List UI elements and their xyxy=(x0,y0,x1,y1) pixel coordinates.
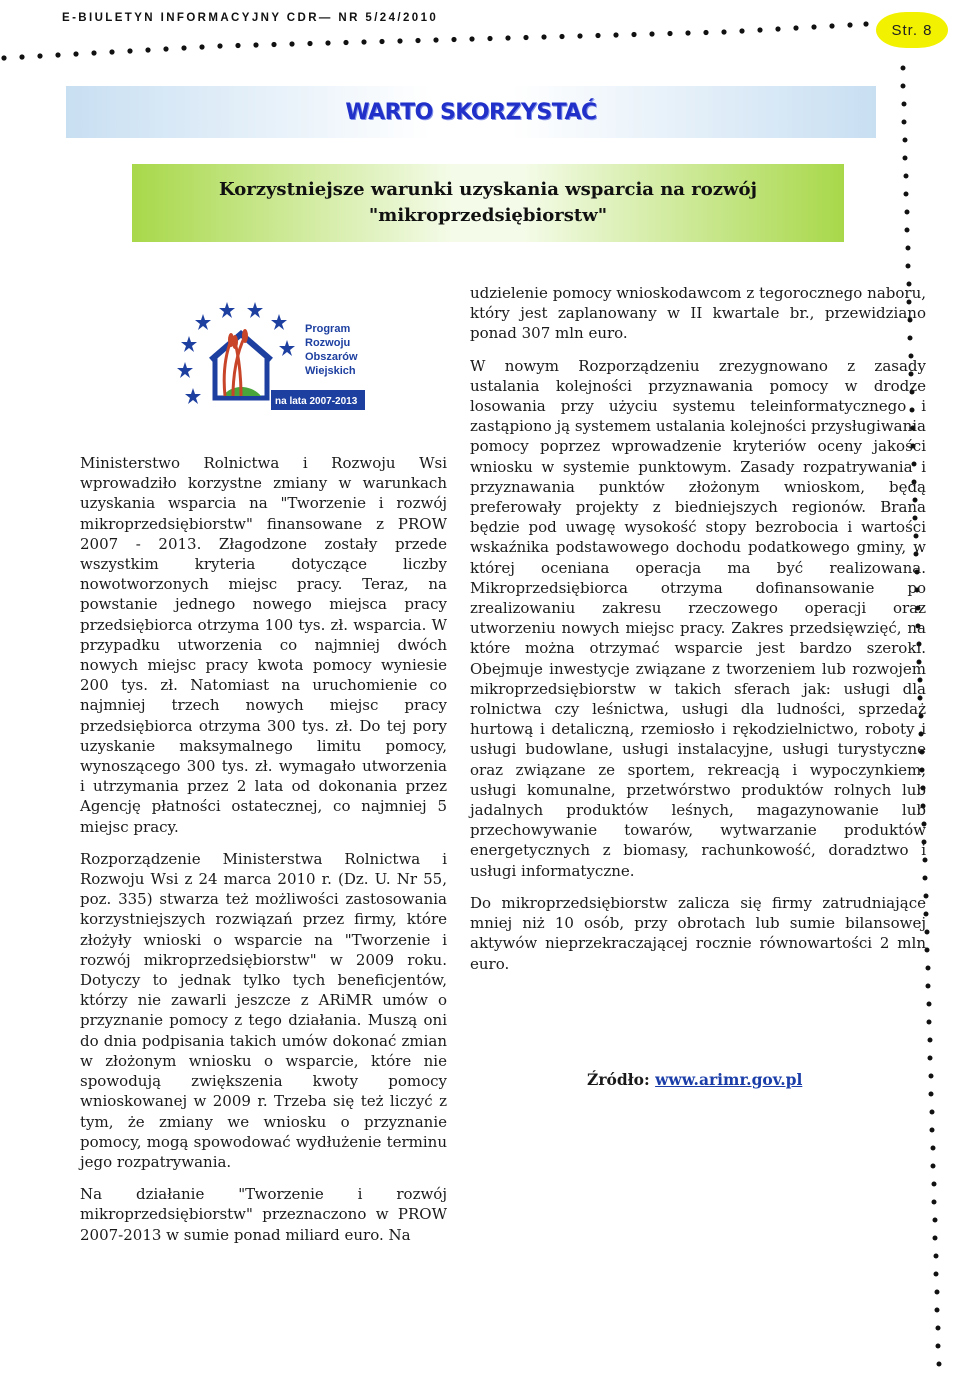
article-headline-banner xyxy=(132,164,844,242)
logo-text-5: na lata 2007-2013 xyxy=(275,396,358,407)
paragraph: W nowym Rozporządzeniu zrezygnowano z zasady ustalania kolejności przyznawania pomocy w drodze losowania przy użyciu systemu teleinformatycznego i zastąpiono ją systemem ustalania kolejności przysługiwania pomocy poprzez wprowadzenie kryteriów oceny jakości wniosku w systemie punktowym. Zasady rozpatrywania i przyznawania punktów złożonym wnioskom, będą preferowały projekty z biedniejszych regionów. Brana będzie pod uwagę wysokość stopy bezrobocia i wartości wskaźnika podstawowego dochodu podatkowego gminy, w której oceniana operacja ma być realizowana. Mikroprzedsiębiorca otrzyma dofinansowanie po zrealizowaniu zakresu rzeczowego operacji oraz utworzeniu nowych miejsc pracy. Zakres przedsięwzięć, na które można otrzymać wsparcie jest bardzo szeroki. Obejmuje inwestycje związane z tworzeniem lub rozwojem mikroprzedsiębiorstw w takich sferach jak: usługi dla rolnictwa czy leśnictwa, usługi dla ludności, sprzedaż hurtową i detaliczną, rzemiosło i rękodzielnictwo, roboty i usługi budowlane, usługi instalacyjne, usługi turystyczne oraz związane ze sportem, rekreacją i wypoczynkiem, usługi komunalne, przetwórstwo produktów rolnych lub jadalnych produktów leśnych, magazynowanie lub przechowywanie towarów, wytwarzanie produktów energetycznych z biomasy, rachunkowość, doradztwo i usługi informatyczne. xyxy=(470,356,926,880)
paragraph: Rozporządzenie Ministerstwa Rolnictwa i Rozwoju Wsi z 24 marca 2010 r. (Dz. U. Nr 55, poz. 335) stwarza też możliwości zastosowania korzystniejszych rozwiązań przez firmy, które złożyły wnioski o wsparcie na "Tworzenie i rozwój mikroprzedsiębiorstw" w 2009 roku. Dotyczy to jednak tylko tych beneficjentów, którzy nie zawarli jeszcze z ARiMR umów o przyznanie pomocy z tego działania. Muszą oni do dnia podpisania takich umów dokonać zmian w złożonym wniosku o wsparcie, które nie spowodują zwiększenia kwoty pomocy wnioskowanej w 2009 r. Trzeba się też liczyć z tym, że zmiany we wniosku o przyznanie pomocy, mogą spowodować wydłużenie terminu jego rozpatrywania. xyxy=(80,849,447,1171)
section-title: WARTO SKORZYSTAĆ xyxy=(345,99,597,125)
prow-logo xyxy=(175,296,365,414)
source-credit xyxy=(587,1070,802,1089)
paragraph: Do mikroprzedsiębiorstw zalicza się firmy zatrudniające mniej niż 10 osób, przy obrotach lub sumie bilansowej aktywów nieprzekraczającej rocznie równowartości 2 mln euro. xyxy=(470,893,926,973)
paragraph: Ministerstwo Rolnictwa i Rozwoju Wsi wprowadziło korzystne zmiany w warunkach uzyskania wsparcia na "Tworzenie i rozwój mikroprzedsiębiorstw" finansowane z PROW 2007 - 2013. Złagodzone zostały przede wszystkim kryteria dotyczące liczby nowotworzonych miejsc pracy. Teraz, na powstanie jednego nowego miejsca pracy przedsiębiorca otrzyma 100 tys. zł. wsparcia. W przypadku utworzenia co najmniej dwóch nowych miejsc pracy kwota pomocy wyniesie 200 tys. zł. Natomiast na uruchomienie co najmniej trzech nowych miejsc pracy przedsiębiorca otrzyma 300 tys. zł. Do tej pory uzyskanie maksymalnego limitu pomocy, wynoszącego 300 tys. zł. wymagało utworzenia i utrzymania przez 2 lata od dokonania przez Agencję płatności ostatecznej, co najmniej 5 miejsc pracy. xyxy=(80,454,447,836)
logo-text-4: Wiejskich xyxy=(305,365,356,377)
article-left-column xyxy=(80,453,447,1257)
bulletin-header: E-BIULETYN INFORMACYJNY CDR— NR 5/24/2010 xyxy=(62,12,439,24)
paragraph: udzielenie pomocy wnioskodawcom z tegorocznego naboru, który jest zaplanowany w II kwartale br., przewidziano ponad 307 mln euro. xyxy=(470,284,926,343)
logo-text-2: Rozwoju xyxy=(305,337,351,349)
source-label: Źródło: xyxy=(587,1070,656,1089)
article-right-column xyxy=(470,283,926,986)
paragraph: Na działanie "Tworzenie i rozwój mikroprzedsiębiorstw" przeznaczono w PROW 2007-2013 w sumie ponad miliard euro. Na xyxy=(80,1185,447,1244)
logo-text-3: Obszarów xyxy=(305,351,358,363)
logo-text-1: Program xyxy=(305,323,351,335)
section-title-banner xyxy=(66,86,876,138)
page-number-badge: Str. 8 xyxy=(876,12,948,48)
article-headline-line2: "mikroprzedsiębiorstw" xyxy=(368,205,608,226)
article-headline-line1: Korzystniejsze warunki uzyskania wsparcia na rozwój xyxy=(219,179,757,200)
source-link[interactable]: www.arimr.gov.pl xyxy=(655,1070,803,1089)
